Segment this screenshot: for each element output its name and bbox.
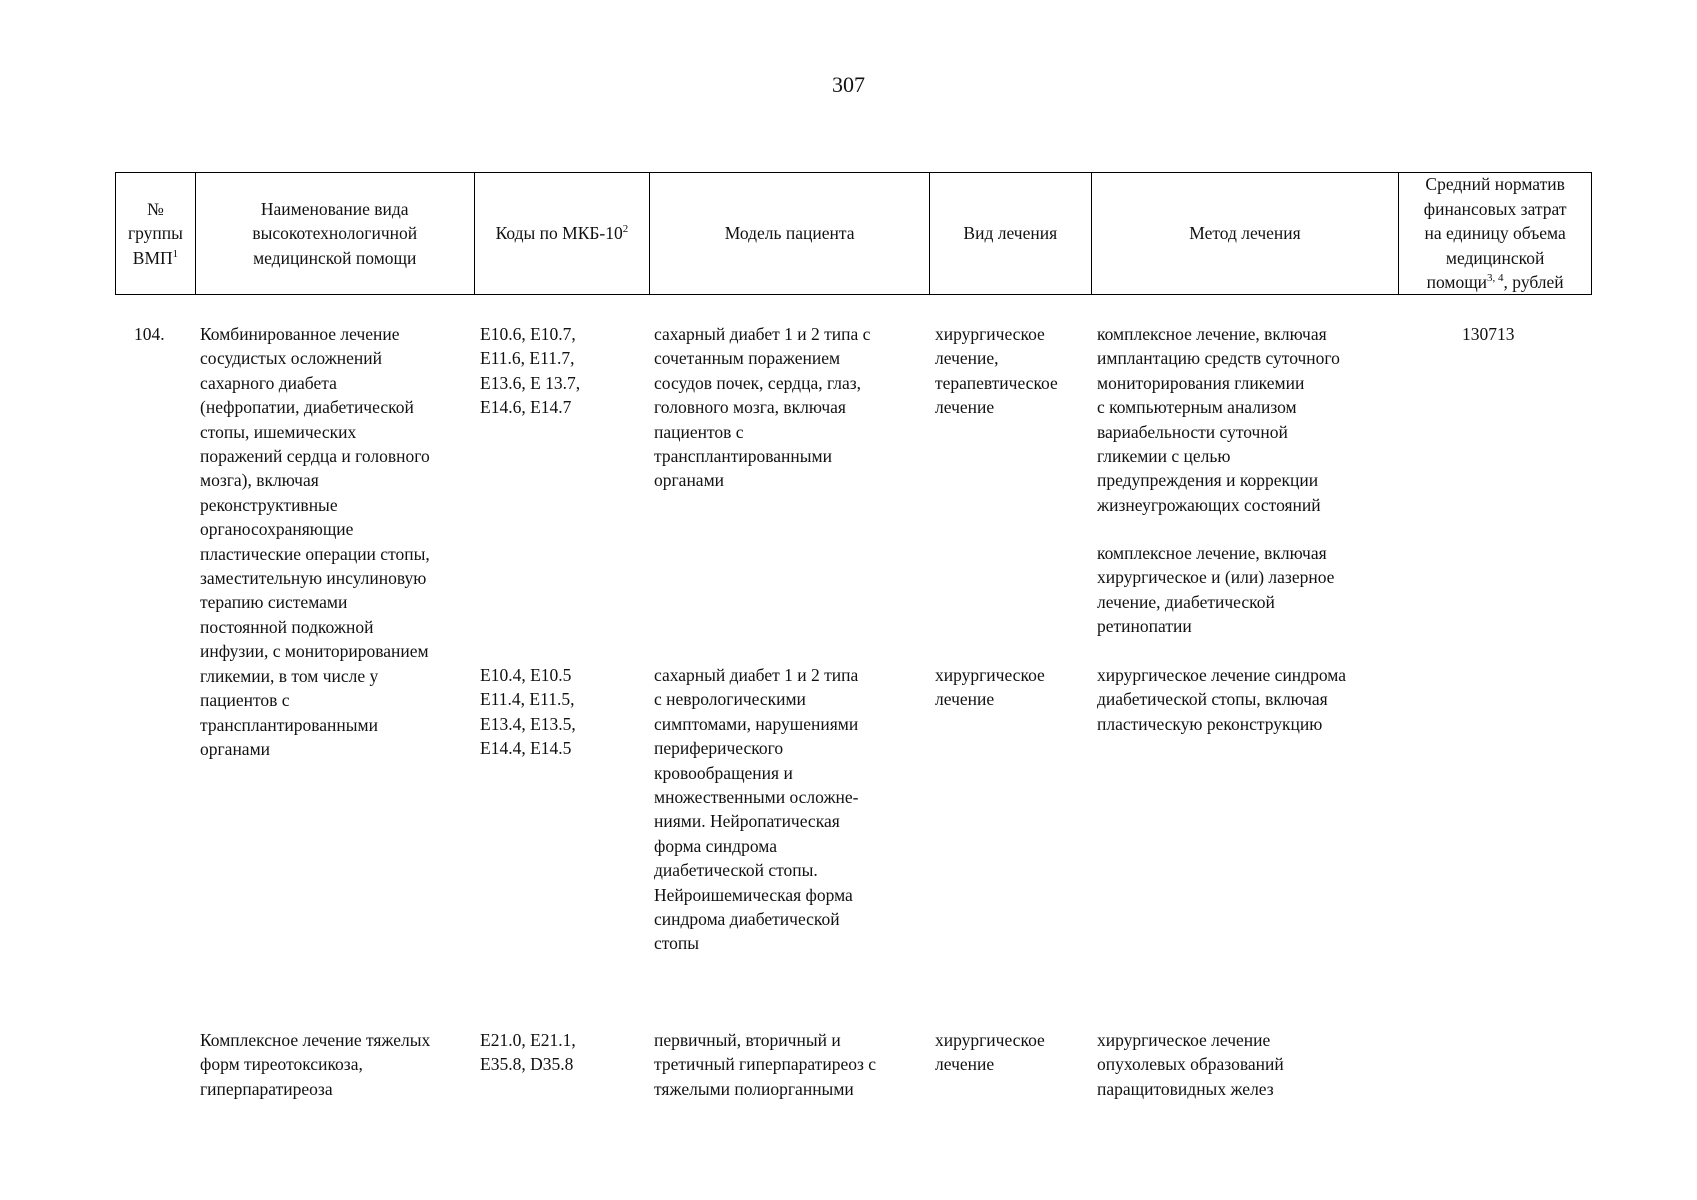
footnote-ref-1: 1 [172,247,179,260]
row1-model: сахарный диабет 1 и 2 типа с сочетанным поражением сосудов почек, сердца, глаз, головного мозга, включая пациентов с трансплантированными органами [654,324,871,491]
header-number-group: группы [127,223,183,244]
row2-model: сахарный диабет 1 и 2 типа с неврологическими симптомами, нарушениями периферического кровообращения и множественными осложне- ниями. Нейропатическая форма синдрома диабетической стопы. Нейроишемическая форма синдрома диабетической стопы [654,665,859,954]
row2-codes: E10.4, E10.5 E11.4, E11.5, E13.4, E13.5, E14.4, E14.5 [480,665,576,759]
page-number: 307 [832,72,865,97]
row1-codes: E10.6, E10.7, E11.6, E11.7, E13.6, E 13.7, E14.6, E14.7 [480,324,581,418]
header-cost-label: Средний норматив финансовых затрат на единицу объема медицинской помощи [1423,174,1567,293]
header-cell-group-number [116,173,196,294]
group-name: Комбинированное лечение сосудистых осложнений сахарного диабета (нефропатии, диабетической стопы, ишемических поражений сердца и головного мозга), включая реконструктивные органосохраняющие пластические операции стопы, заместительную инсулиновую терапию системами постоянной подкожной инфузии, с мониторированием гликемии, в том числе у пациентов с трансплантированными органами [200,324,430,759]
table-header [115,172,1592,295]
header-number-vmp: ВМП [132,247,173,268]
header-cell-treatment-type: Вид лечения [930,173,1092,294]
next-group-treatment-type: хирургическое лечение [935,1030,1045,1075]
group-cost: 130713 [1462,324,1515,344]
next-group-name: Комплексное лечение тяжелых форм тиреотоксикоза, гиперпаратиреоза [200,1030,431,1099]
row2-treatment-type: хирургическое лечение [935,665,1045,710]
footnote-ref-2: 2 [622,223,629,236]
next-group-method: хирургическое лечение опухолевых образований паращитовидных желез [1097,1030,1284,1099]
header-cell-method: Метод лечения [1092,173,1400,294]
next-group-model: первичный, вторичный и третичный гиперпаратиреоз с тяжелыми полиорганными [654,1030,877,1099]
group-number: 104. [134,324,165,344]
row1-method-2: комплексное лечение, включая хирургическое и (или) лазерное лечение, диабетической ретинопатии [1097,543,1335,637]
header-cell-model: Модель пациента [650,173,930,294]
row2-method: хирургическое лечение синдрома диабетической стопы, включая пластическую реконструкцию [1097,665,1346,734]
header-cell-codes [475,173,651,294]
row1-method-1: комплексное лечение, включая имплантацию средств суточного мониторирования гликемии с компьютерным анализом вариабельности суточной гликемии с целью предупреждения и коррекции жизнеугрожающих состояний [1097,324,1340,515]
header-codes-label: Коды по МКБ-10 [495,223,623,244]
footnote-ref-3-4: 3, 4 [1487,272,1504,285]
next-group-codes: E21.0, E21.1, E35.8, D35.8 [480,1030,576,1075]
header-cost-unit: , рублей [1503,272,1564,293]
header-number-sign: № [147,198,164,219]
row1-treatment-type: хирургическое лечение, терапевтическое лечение [935,324,1058,418]
header-cell-cost [1399,173,1591,294]
header-cell-name: Наименование вида высокотехнологичной медицинской помощи [196,173,475,294]
